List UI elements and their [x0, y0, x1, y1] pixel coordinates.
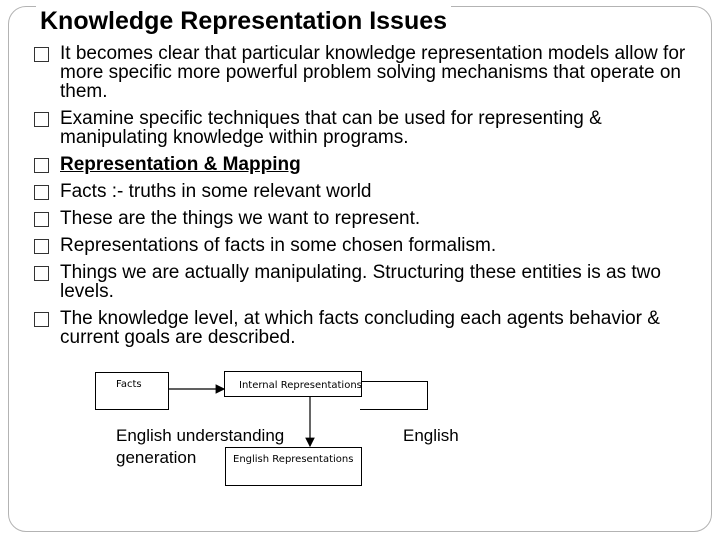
- internal-representations-box: [224, 371, 362, 397]
- bullet-text: These are the things we want to represent.: [60, 208, 421, 229]
- english-understanding-label: English understanding: [116, 426, 285, 445]
- bullet-text: Facts :- truths in some relevant world: [60, 181, 372, 202]
- bullet-text: Representation & Mapping: [60, 154, 301, 175]
- bullet-text: Examine specific techniques that can be used for representing & manipulating knowledge within programs.: [60, 108, 602, 148]
- right-box: [360, 381, 428, 410]
- english-representations-label: English Representations: [233, 454, 354, 465]
- bullet-text: The knowledge level, at which facts concluding each agents behavior & current goals are described.: [60, 308, 660, 348]
- generation-label: generation: [116, 448, 197, 467]
- english-representations-box: [225, 447, 362, 486]
- english-label: English: [403, 426, 459, 445]
- slide-title: Knowledge Representation Issues: [36, 6, 451, 36]
- facts-box: [95, 372, 169, 410]
- internal-representations-label: Internal Representations: [239, 380, 362, 391]
- bullet-text: Representations of facts in some chosen formalism.: [60, 235, 497, 256]
- bullet-text: It becomes clear that particular knowledge representation models allow for more specific more powerful problem solving mechanisms that operate on them.: [60, 43, 686, 102]
- facts-label: Facts: [116, 379, 142, 390]
- bullet-text: Things we are actually manipulating. Structuring these entities is as two levels.: [60, 262, 661, 302]
